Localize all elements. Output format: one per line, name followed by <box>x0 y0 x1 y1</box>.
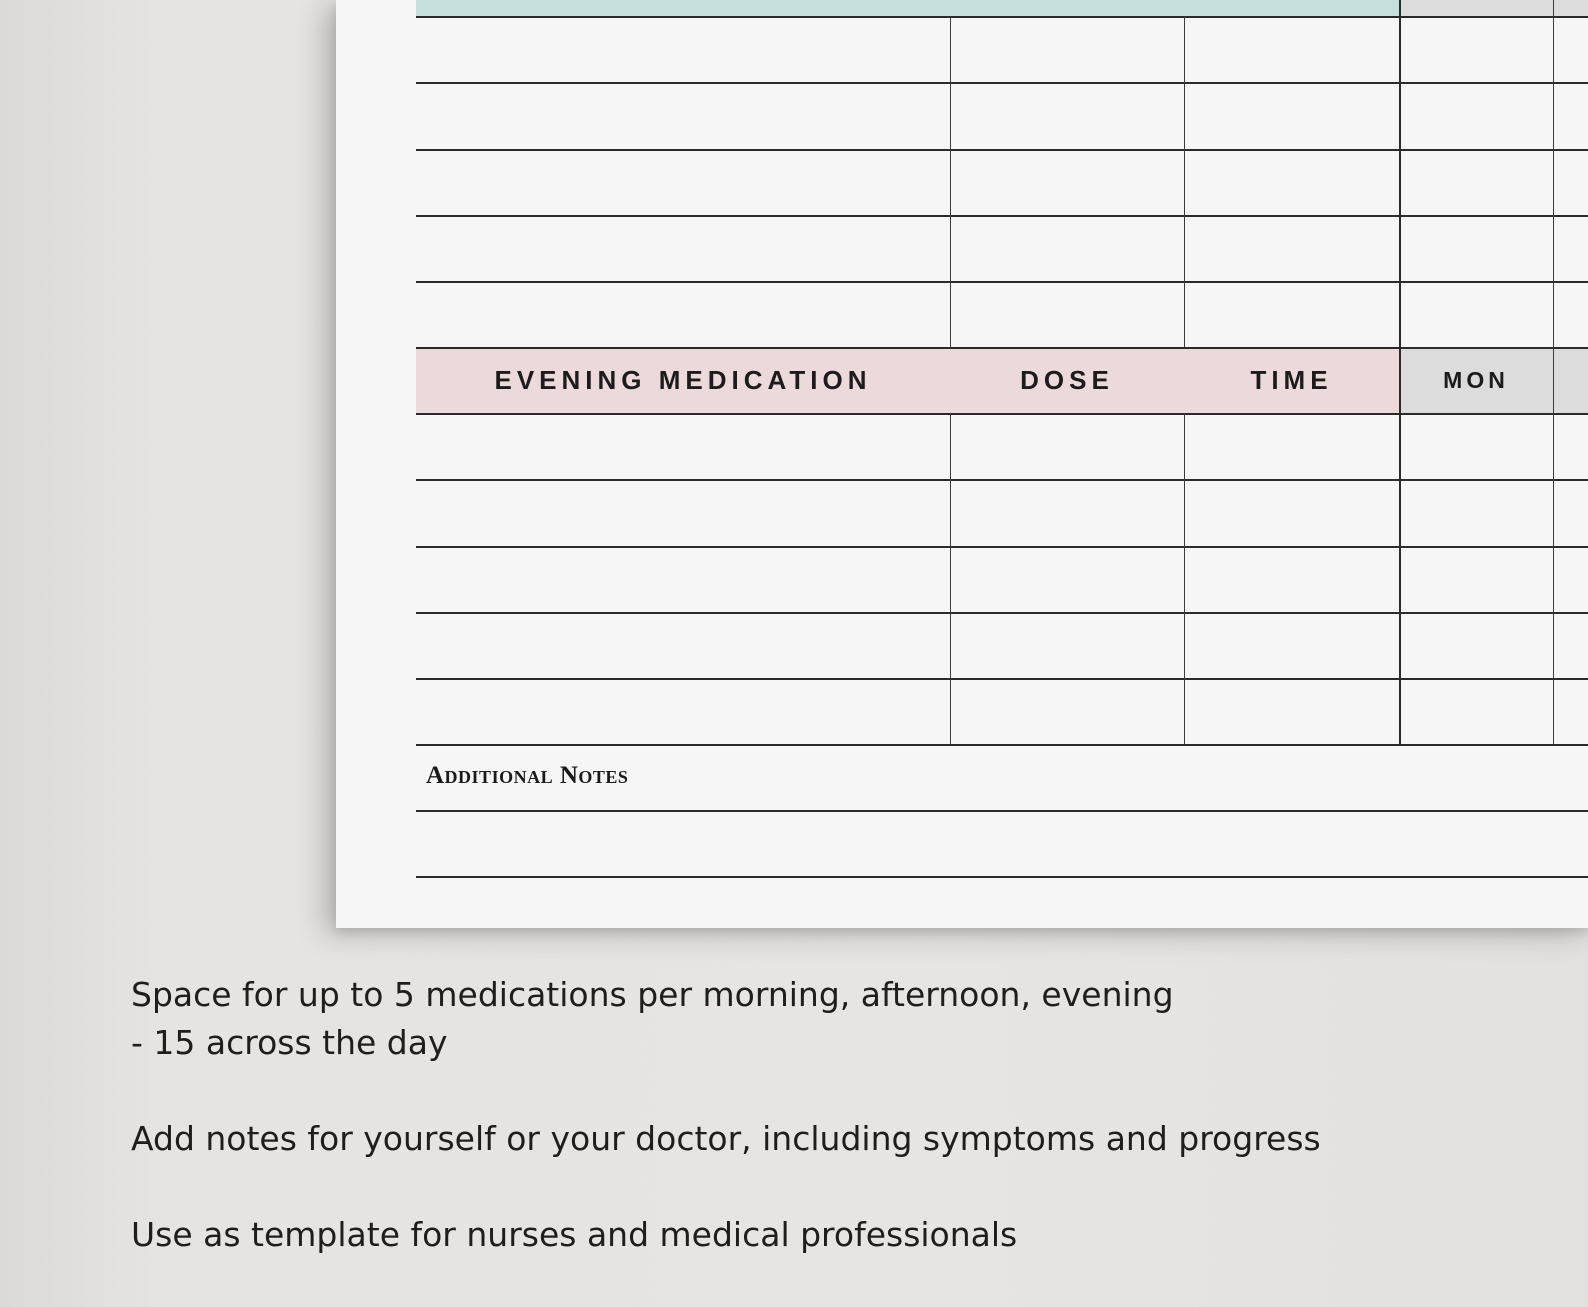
table-row <box>416 479 1588 481</box>
column-divider <box>950 16 951 347</box>
medication-table <box>416 0 1588 928</box>
previous-day-header-strip <box>1399 0 1553 16</box>
previous-section-header-strip <box>416 0 1399 16</box>
column-divider <box>1184 413 1185 744</box>
caption-line-3: Add notes for yourself or your doctor, including symptoms and progress <box>131 1119 1321 1158</box>
table-row <box>416 546 1588 548</box>
time-header: TIME <box>1250 365 1333 395</box>
column-divider <box>950 413 951 744</box>
caption-line-4: Use as template for nurses and medical professionals <box>131 1215 1018 1254</box>
column-divider <box>1553 0 1554 347</box>
table-row <box>416 347 1588 349</box>
mon-header: MON <box>1443 367 1509 393</box>
additional-notes-label: Additional Notes <box>426 762 629 789</box>
table-row <box>416 413 1588 415</box>
evening-medication-header: EVENING MEDICATION <box>494 365 872 395</box>
table-row <box>416 215 1588 217</box>
table-row <box>416 149 1588 151</box>
column-divider <box>1553 347 1554 744</box>
previous-day-header-strip-2 <box>1553 0 1588 16</box>
dose-header: DOSE <box>1020 365 1114 395</box>
table-row <box>416 678 1588 680</box>
table-row <box>416 82 1588 84</box>
column-divider <box>1399 347 1401 744</box>
table-row <box>416 744 1588 746</box>
table-row <box>416 16 1588 18</box>
tue-header-band <box>1553 347 1588 413</box>
notes-line <box>416 810 1588 812</box>
column-divider <box>1184 16 1185 347</box>
table-row <box>416 281 1588 283</box>
caption-line-1: Space for up to 5 medications per morning, afternoon, evening <box>131 975 1174 1014</box>
table-row <box>416 612 1588 614</box>
caption-line-2: - 15 across the day <box>131 1023 448 1062</box>
notes-line <box>416 876 1588 878</box>
column-divider <box>1399 0 1401 347</box>
